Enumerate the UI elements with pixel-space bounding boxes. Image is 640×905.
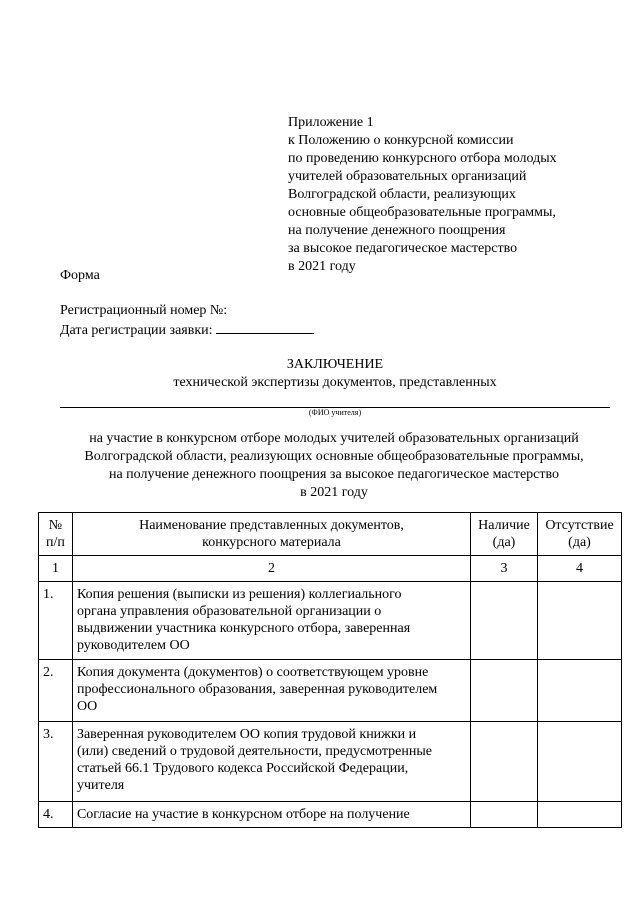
column-number: 1 [39, 556, 73, 582]
registration-date-blank [216, 320, 314, 334]
description-line: в 2021 году [300, 485, 368, 500]
form-label: Форма [60, 268, 100, 283]
title-heading: ЗАКЛЮЧЕНИЕ [286, 357, 384, 372]
appendix-line: по проведению конкурсного отбора молодых [288, 151, 557, 166]
description-line: на получение денежного поощрения за высокое педагогическое мастерство [108, 467, 560, 482]
title-subheading: технической экспертизы документов, представленных [173, 375, 497, 390]
documents-table [38, 512, 622, 828]
table-row [39, 582, 622, 660]
table-header-row [39, 513, 622, 556]
appendix-header [288, 114, 618, 276]
table-row [39, 660, 622, 722]
appendix-line: Приложение 1 [288, 115, 374, 130]
row-document-name: Копия документа (документов) о соответствующем уровне профессионального образования, заверенная руководителем ОО [72, 660, 470, 722]
column-number: 4 [538, 556, 622, 582]
appendix-line: учителей образовательных организаций [288, 169, 527, 184]
row-document-name: Копия решения (выписки из решения) коллегиального органа управления образовательной организации о выдвижении участника конкурсного отбора, заверенная руководителем ОО [72, 582, 470, 660]
row-presence-cell[interactable] [471, 582, 538, 660]
appendix-line: основные общеобразовательные программы, [288, 205, 556, 220]
row-number: 3. [39, 722, 73, 802]
column-number-row [39, 556, 622, 582]
registration-number-label: Регистрационный номер №: [60, 303, 228, 318]
registration-date-row [60, 320, 314, 340]
fio-caption: (ФИО учителя) [308, 408, 362, 417]
row-document-name: Заверенная руководителем ОО копия трудовой книжки и (или) сведений о трудовой деятельности, предусмотренные статьей 66.1 Трудового кодекса Российской Федерации, учителя [72, 722, 470, 802]
row-number: 1. [39, 582, 73, 660]
table-row [39, 722, 622, 802]
row-presence-cell[interactable] [471, 722, 538, 802]
description-block [38, 430, 630, 502]
appendix-line: за высокое педагогическое мастерство [288, 241, 518, 256]
appendix-line: к Положению о конкурсной комиссии [288, 133, 514, 148]
registration-date-label: Дата регистрации заявки: [60, 323, 213, 338]
appendix-line: на получение денежного поощрения [288, 223, 506, 238]
row-absence-cell[interactable] [538, 722, 622, 802]
description-line: на участие в конкурсном отборе молодых учителей образовательных организаций [89, 431, 579, 446]
appendix-line: в 2021 году [288, 259, 356, 274]
row-absence-cell[interactable] [538, 660, 622, 722]
header-num: № п/п [39, 513, 73, 556]
description-line: Волгоградской области, реализующих основные общеобразовательные программы, [84, 449, 584, 464]
row-presence-cell[interactable] [471, 660, 538, 722]
row-presence-cell[interactable] [471, 802, 538, 828]
table-row [39, 802, 622, 828]
header-name: Наименование представленных документов, конкурсного материала [72, 513, 470, 556]
column-number: 3 [471, 556, 538, 582]
row-number: 4. [39, 802, 73, 828]
appendix-line: Волгоградской области, реализующих [288, 187, 516, 202]
registration-block [60, 302, 314, 340]
column-number: 2 [72, 556, 470, 582]
row-absence-cell[interactable] [538, 802, 622, 828]
header-presence: Наличие (да) [471, 513, 538, 556]
row-absence-cell[interactable] [538, 582, 622, 660]
document-title [60, 356, 610, 392]
row-document-name: Согласие на участие в конкурсном отборе на получение [72, 802, 470, 828]
header-absence: Отсутствие (да) [538, 513, 622, 556]
row-number: 2. [39, 660, 73, 722]
